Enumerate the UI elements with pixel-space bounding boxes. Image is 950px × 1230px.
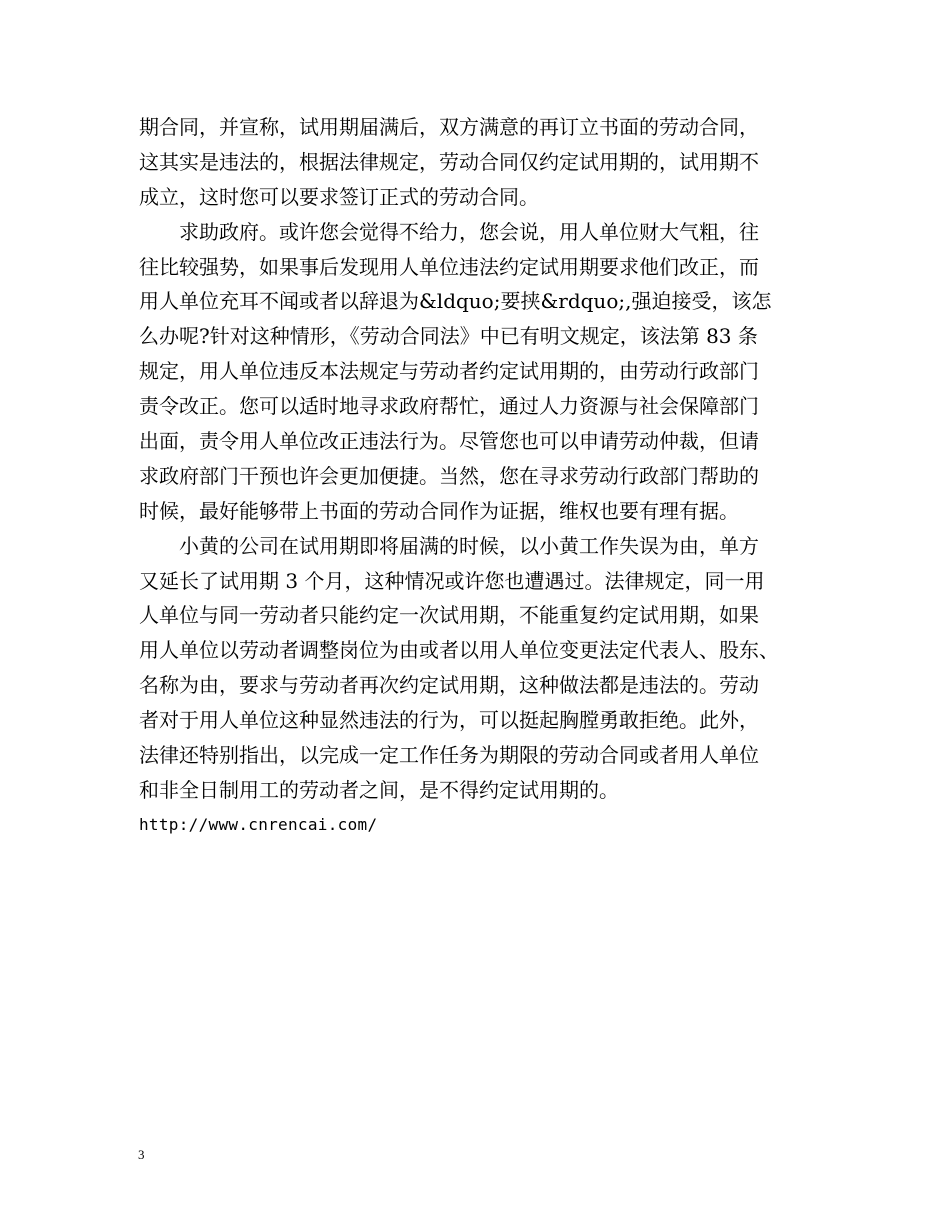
text-line: 人单位与同一劳动者只能约定一次试用期，不能重复约定试用期，如果 xyxy=(139,603,759,628)
text-line: 么办呢?针对这种情形，《劳动合同法》中已有明文规定，该法第 83 条 xyxy=(139,324,758,349)
text-line: 法律还特别指出，以完成一定工作任务为期限的劳动合同或者用人单位 xyxy=(139,743,759,768)
text-line: 成立，这时您可以要求签订正式的劳动合同。 xyxy=(139,184,539,209)
text-line: 求助政府。或许您会觉得不给力，您会说，用人单位财大气粗，往 xyxy=(139,219,759,244)
text-line: 用人单位充耳不闻或者以辞退为&ldquo;要挟&rdquo;,强迫接受，该怎 xyxy=(139,289,772,314)
text-line: 出面，责令用人单位改正违法行为。尽管您也可以申请劳动仲裁，但请 xyxy=(139,429,759,454)
text-line: 和非全日制用工的劳动者之间，是不得约定试用期的。 xyxy=(139,777,619,802)
document-body xyxy=(139,110,829,843)
text-line: 用人单位以劳动者调整岗位为由或者以用人单位变更法定代表人、股东、 xyxy=(139,638,779,663)
text-line: 规定，用人单位违反本法规定与劳动者约定试用期的，由劳动行政部门 xyxy=(139,359,759,384)
text-line: 时候，最好能够带上书面的劳动合同作为证据，维权也要有理有据。 xyxy=(139,498,739,523)
text-line: 期合同，并宣称，试用期届满后，双方满意的再订立书面的劳动合同， xyxy=(139,115,759,139)
text-line: 小黄的公司在试用期即将届满的时候，以小黄工作失误为由，单方 xyxy=(139,533,759,558)
page-number: 3 xyxy=(138,1147,145,1162)
text-line: 这其实是违法的，根据法律规定，劳动合同仅约定试用期的，试用期不 xyxy=(139,149,759,174)
text-line: 求政府部门干预也许会更加便捷。当然，您在寻求劳动行政部门帮助的 xyxy=(139,463,759,488)
text-line: 责令改正。您可以适时地寻求政府帮忙，通过人力资源与社会保障部门 xyxy=(139,394,759,419)
text-line: 名称为由，要求与劳动者再次约定试用期，这种做法都是违法的。劳动 xyxy=(139,673,759,698)
text-line: 者对于用人单位这种显然违法的行为，可以挺起胸膛勇敢拒绝。此外， xyxy=(139,708,759,733)
text-line: 往比较强势，如果事后发现用人单位违法约定试用期要求他们改正，而 xyxy=(139,254,759,279)
text-line: 又延长了试用期 3 个月，这种情况或许您也遭遇过。法律规定，同一用 xyxy=(139,568,765,593)
source-url: http://www.cnrencai.com/ xyxy=(139,814,378,834)
